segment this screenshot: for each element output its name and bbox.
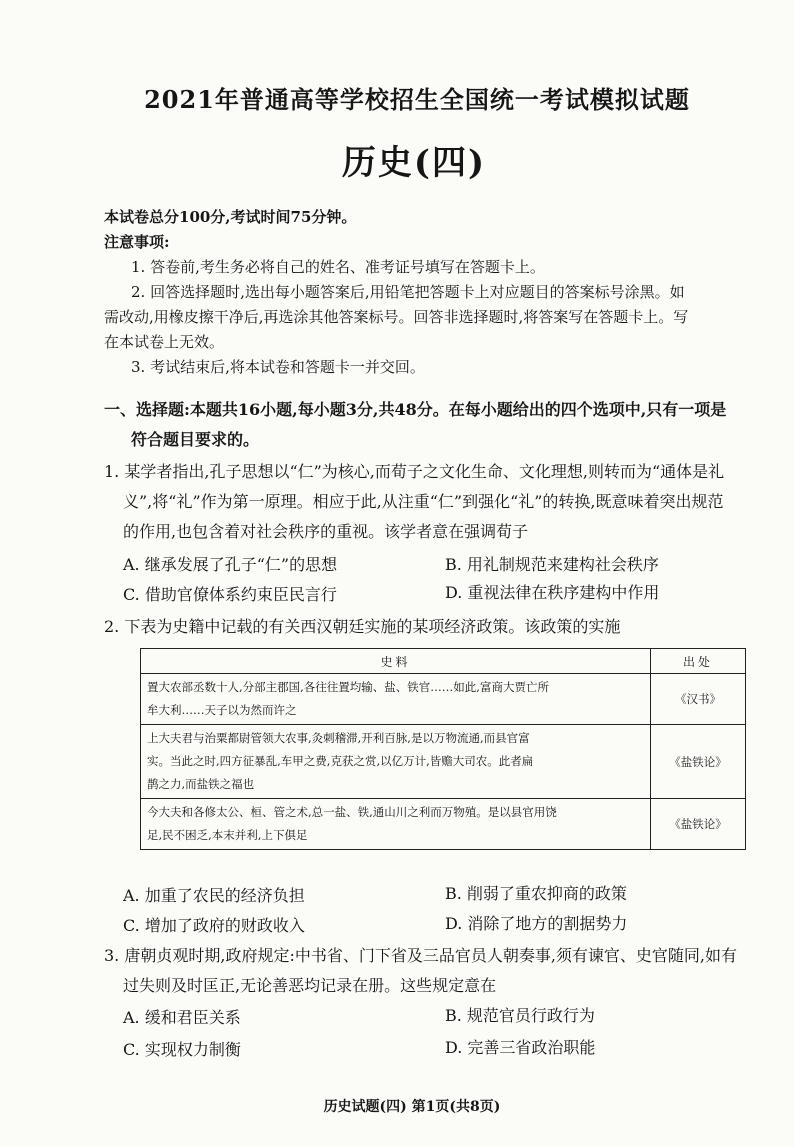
q1-stem-line2: 义”,将“礼”作为第一原理。相应于此,从注重“仁”到强化“礼”的转换,既意味着突出规范: [123, 492, 724, 511]
table-cell-source: 《汉书》: [651, 674, 746, 725]
notice-item-2-line3: 在本试卷上无效。: [104, 333, 225, 351]
table-cell-line: 足,民不困乏,本末并利,上下俱足: [147, 828, 308, 842]
table-cell-line: 上大夫君与治粟都尉管领大农事,灸刺稽滞,开利百脉,是以万物流通,而县官富: [147, 731, 530, 745]
table-cell-line: 今大夫和各修太公、桓、管之术,总一盐、铁,通山川之利而万物殖。是以县官用饶: [147, 805, 557, 819]
section1-heading-line1: 一、选择题:本题共16小题,每小题3分,共48分。在每小题给出的四个选项中,只有一项是: [104, 400, 727, 419]
notice-label: 注意事项:: [104, 233, 170, 251]
table-cell-line: 置大农部丞数十人,分部主郡国,各往往置均输、盐、铁官……如此,富商大贾亡所: [147, 680, 549, 694]
table-header-material: 史料: [141, 649, 651, 674]
table-row: [141, 674, 746, 725]
notice-item-2-line2: 需改动,用橡皮擦干净后,再选涂其他答案标号。回答非选择题时,将答案写在答题卡上。写: [104, 308, 689, 326]
q1-stem-line3: 的作用,也包含着对社会秩序的重视。该学者意在强调荀子: [123, 522, 529, 541]
q2-option-c: C. 增加了政府的财政收入: [123, 916, 305, 935]
q2-stem: 2. 下表为史籍中记载的有关西汉朝廷实施的某项经济政策。该政策的实施: [104, 617, 621, 636]
notice-item-1: 1. 答卷前,考生务必将自己的姓名、准考证号填写在答题卡上。: [131, 258, 545, 276]
table-row: [141, 725, 746, 799]
q1-option-a: A. 继承发展了孔子“仁”的思想: [123, 555, 338, 574]
q3-stem-line1: 3. 唐朝贞观时期,政府规定:中书省、门下省及三品官员人朝奏事,须有谏官、史官随同,如有: [104, 946, 738, 965]
table-cell-source: 《盐铁论》: [651, 725, 746, 799]
table-cell-source: 《盐铁论》: [651, 799, 746, 850]
table-cell-line: 鹊之力,而盐铁之福也: [147, 777, 255, 791]
q1-option-b: B. 用礼制规范来建构社会秩序: [445, 555, 659, 574]
table-cell-material: [141, 799, 651, 850]
q3-stem-line2: 过失则及时匡正,无论善恶均记录在册。这些规定意在: [123, 976, 497, 995]
q2-option-d: D. 消除了地方的割据势力: [445, 914, 628, 933]
notice-item-3: 3. 考试结束后,将本试卷和答题卡一并交回。: [131, 358, 425, 376]
table-cell-material: [141, 674, 651, 725]
section1-heading-line2: 符合题目要求的。: [131, 430, 260, 449]
q3-option-d: D. 完善三省政治职能: [445, 1038, 596, 1057]
q1-option-d: D. 重视法律在秩序建构中作用: [445, 583, 660, 602]
q1-option-c: C. 借助官僚体系约束臣民言行: [123, 585, 337, 604]
q2-source-table: [140, 648, 746, 850]
notice-item-2-line1: 2. 回答选择题时,选出每小题答案后,用铅笔把答题卡上对应题目的答案标号涂黑。如: [131, 283, 685, 301]
q1-stem-line1: 1. 某学者指出,孔子思想以“仁”为核心,而荀子之文化生命、文化理想,则转而为“通体是礼: [104, 462, 725, 481]
exam-title: 2021年普通高等学校招生全国统一考试模拟试题: [144, 85, 690, 114]
q3-option-a: A. 缓和君臣关系: [123, 1008, 241, 1027]
table-cell-line: 实。当此之时,四方征暴乱,车甲之费,克获之赏,以亿万计,皆赡大司农。此者扁: [147, 754, 534, 768]
exam-subtitle: 历史(四): [341, 143, 487, 183]
exam-summary: 本试卷总分100分,考试时间75分钟。: [104, 208, 357, 226]
table-row: [141, 799, 746, 850]
table-cell-material: [141, 725, 651, 799]
q2-option-b: B. 削弱了重农抑商的政策: [445, 884, 627, 903]
table-header-row: [141, 649, 746, 674]
q2-option-a: A. 加重了农民的经济负担: [123, 886, 305, 905]
q3-option-c: C. 实现权力制衡: [123, 1040, 241, 1059]
q3-option-b: B. 规范官员行政行为: [445, 1006, 595, 1025]
table-header-source: 出处: [651, 649, 746, 674]
page-footer: 历史试题(四) 第1页(共8页): [323, 1099, 501, 1115]
table-cell-line: 牟大利……天子以为然而许之: [147, 703, 297, 717]
